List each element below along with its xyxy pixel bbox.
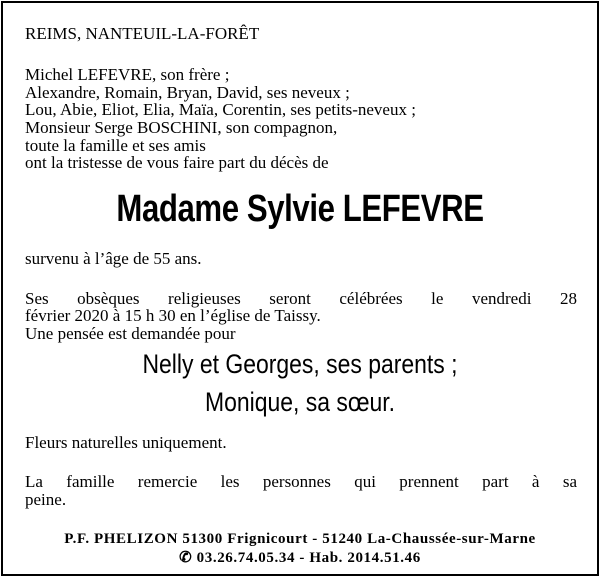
obituary-notice [1, 1, 599, 576]
thanks-line-1: La famille remercie les personnes qui prennent part à sa [25, 472, 577, 491]
flowers-line: Fleurs naturelles uniquement. [25, 433, 227, 452]
funeral-line-2: février 2020 à 15 h 30 en l’église de Taissy. [25, 306, 321, 325]
funeral-line-3: Une pensée est demandée pour [25, 324, 236, 343]
announcement-line: ont la tristesse de vous faire part du décès de [25, 153, 329, 172]
funeral-home-contact: ✆ 03.26.74.05.34 - Hab. 2014.51.46 [179, 550, 421, 566]
funeral-line-1: Ses obsèques religieuses seront célébrées le vendredi 28 [25, 289, 577, 308]
funeral-home-line: P.F. PHELIZON 51300 Frignicourt - 51240 La-Chaussée-sur-Marne [64, 531, 536, 547]
family-line-companion: Monsieur Serge BOSCHINI, son compagnon, [25, 118, 338, 137]
location-heading: REIMS, NANTEUIL-LA-FORÊT [25, 24, 260, 43]
family-line-nephews: Alexandre, Romain, Bryan, David, ses neveux ; [25, 83, 350, 102]
remembrance-sister: Monique, sa sœur. [204, 387, 396, 417]
deceased-name: Madame Sylvie LEFEVRE [116, 188, 484, 230]
family-line-friends: toute la famille et ses amis [25, 136, 206, 155]
thanks-line-2: peine. [25, 490, 67, 509]
family-line-brother: Michel LEFEVRE, son frère ; [25, 65, 230, 84]
age-line: survenu à l’âge de 55 ans. [25, 249, 202, 268]
remembrance-parents: Nelly et Georges, ses parents ; [142, 349, 458, 379]
family-line-grandnephews: Lou, Abie, Eliot, Elia, Maïa, Corentin, ses petits-neveux ; [25, 100, 416, 119]
